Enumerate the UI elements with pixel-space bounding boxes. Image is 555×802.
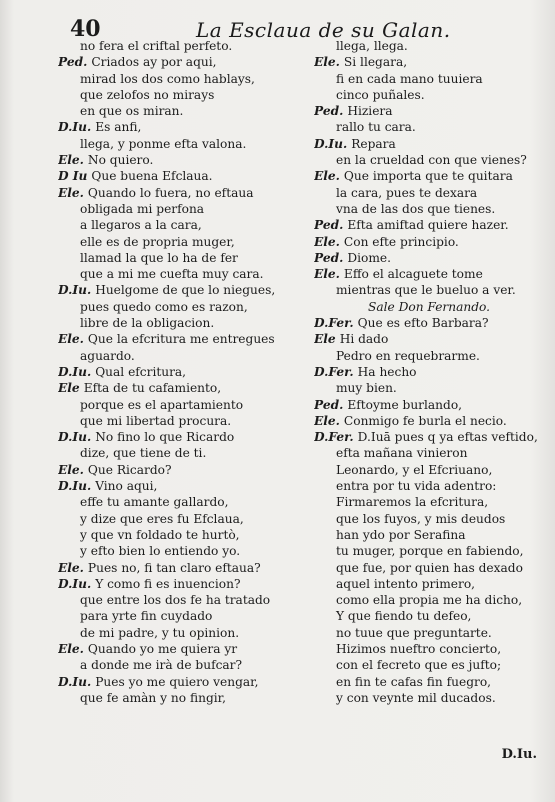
verse-line: [58, 168, 313, 184]
verse-text: rallo tu cara.: [336, 120, 416, 135]
running-title: La Esclaua de su Galan.: [196, 18, 451, 42]
verse-line: [58, 674, 313, 690]
verse-text: cinco puñales.: [336, 87, 425, 102]
verse-line: [58, 657, 313, 673]
verse-line: [314, 168, 544, 184]
verse-text: Que Ricardo?: [87, 462, 172, 477]
verse-line: [314, 71, 544, 87]
verse-text: a llegaros a la cara,: [80, 218, 202, 233]
page-number: 40: [70, 16, 101, 42]
speaker-label: Ped.: [314, 250, 344, 265]
speaker-label: Ele: [314, 332, 336, 347]
verse-line: [314, 560, 544, 576]
verse-text: Y que fiendo tu defeo,: [336, 609, 472, 624]
verse-line: [58, 136, 313, 152]
verse-text: que entre los dos fe ha tratado: [80, 593, 271, 608]
verse-line: [314, 576, 544, 592]
speaker-label: Ele.: [58, 153, 84, 168]
verse-line: [58, 445, 313, 461]
verse-text: Efta de tu cafamiento,: [83, 381, 222, 396]
verse-text: Firmaremos la efcritura,: [336, 495, 489, 510]
verse-text: Qual efcritura,: [95, 364, 187, 379]
verse-text: Leonardo, y el Efcriuano,: [336, 462, 493, 477]
speaker-label: Ele.: [58, 185, 84, 200]
verse-text: Hi dado: [339, 332, 389, 347]
verse-text: dize, que tiene de ti.: [80, 446, 207, 461]
verse-line: [314, 478, 544, 494]
verse-line: [314, 54, 544, 70]
speaker-label: D.Iu.: [58, 576, 92, 591]
verse-line: [58, 690, 313, 706]
verse-text: en fin te cafas fin fuegro,: [336, 674, 492, 689]
verse-text: elle es de propria muger,: [80, 234, 235, 249]
speaker-label: Ele.: [314, 234, 340, 249]
verse-text: a donde me irà de bufcar?: [80, 658, 243, 673]
verse-text: Pues yo me quiero vengar,: [95, 674, 259, 689]
left-text-column: [58, 38, 313, 706]
verse-line: [314, 250, 544, 266]
verse-line: [314, 592, 544, 608]
verse-line: [58, 119, 313, 135]
verse-line: [58, 494, 313, 510]
verse-text: como ella propia me ha dicho,: [336, 593, 523, 608]
verse-text: en que os miran.: [80, 104, 184, 119]
verse-line: [58, 201, 313, 217]
verse-line: [58, 87, 313, 103]
verse-text: entra por tu vida adentro:: [336, 479, 497, 494]
verse-line: [58, 38, 313, 54]
verse-text: que fe amàn y no fingir,: [80, 690, 227, 705]
verse-text: Quando lo fuera, no eftaua: [87, 185, 254, 200]
verse-text: Pedro en requebrarme.: [336, 348, 480, 363]
speaker-label: Ele.: [58, 462, 84, 477]
speaker-label: Ped.: [314, 104, 344, 119]
verse-text: D.Iuā pues q ya eftas veftido,: [357, 430, 538, 445]
verse-text: y efto bien lo entiendo yo.: [80, 544, 241, 559]
verse-line: [58, 234, 313, 250]
verse-text: que a mi me cuefta muy cara.: [80, 267, 264, 282]
verse-line: [314, 608, 544, 624]
speaker-label: Ele.: [314, 55, 340, 70]
speaker-label: Ele.: [314, 267, 340, 282]
verse-line: [58, 397, 313, 413]
verse-text: Efta amiftad quiere hazer.: [347, 218, 509, 233]
verse-line: [58, 625, 313, 641]
verse-text: No quiero.: [87, 153, 154, 168]
verse-line: [314, 299, 544, 315]
verse-text: Eftoyme burlando,: [347, 397, 463, 412]
verse-line: [314, 282, 544, 298]
verse-line: [314, 38, 544, 54]
verse-line: [58, 71, 313, 87]
verse-text: la cara, pues te dexara: [336, 185, 478, 200]
verse-text: vna de las dos que tienes.: [336, 201, 496, 216]
verse-line: [314, 690, 544, 706]
verse-text: que mi libertad procura.: [80, 413, 232, 428]
verse-line: [314, 234, 544, 250]
verse-line: [58, 266, 313, 282]
verse-line: [58, 462, 313, 478]
verse-line: [314, 348, 544, 364]
speaker-label: D.Iu.: [58, 479, 92, 494]
verse-line: [58, 608, 313, 624]
catchword: D.Iu.: [501, 747, 537, 762]
verse-text: que zelofos no mirays: [80, 87, 215, 102]
verse-text: libre de la obligacion.: [80, 316, 215, 331]
verse-line: [314, 315, 544, 331]
verse-line: [58, 511, 313, 527]
verse-text: obligada mi perfona: [80, 201, 205, 216]
verse-text: Que es efto Barbara?: [357, 316, 489, 331]
verse-line: [314, 152, 544, 168]
verse-line: [314, 380, 544, 396]
verse-text: llega, llega.: [336, 39, 408, 53]
verse-text: effe tu amante gallardo,: [80, 495, 229, 510]
verse-text: No fino lo que Ricardo: [95, 430, 235, 445]
verse-text: porque es el apartamiento: [80, 397, 244, 412]
verse-text: llamad la que lo ha de fer: [80, 250, 238, 265]
verse-line: [58, 54, 313, 70]
verse-text: Diome.: [347, 250, 392, 265]
verse-line: [314, 543, 544, 559]
speaker-label: D.Fer.: [314, 316, 354, 331]
verse-text: Sale Don Fernando.: [367, 299, 491, 314]
verse-text: Pues no, fi tan claro eftaua?: [87, 560, 261, 575]
verse-text: y dize que eres fu Efclaua,: [80, 511, 244, 526]
verse-line: [314, 331, 544, 347]
verse-text: que fue, por quien has dexado: [336, 560, 523, 575]
verse-text: Que importa que te quitara: [343, 169, 513, 184]
verse-line: [58, 103, 313, 119]
speaker-label: Ped.: [314, 397, 344, 412]
verse-text: Que la efcritura me entregues: [87, 332, 275, 347]
speaker-label: Ele.: [58, 560, 84, 575]
verse-text: y con veynte mil ducados.: [336, 690, 496, 705]
verse-text: en la crueldad con que vienes?: [336, 153, 527, 168]
verse-text: no tuue que preguntarte.: [336, 625, 492, 640]
verse-line: [314, 462, 544, 478]
speaker-label: D.Iu.: [58, 430, 92, 445]
verse-text: Ha hecho: [357, 364, 417, 379]
verse-text: Hiziera: [347, 104, 393, 119]
verse-line: [314, 185, 544, 201]
verse-line: [314, 625, 544, 641]
verse-text: de mi padre, y tu opinion.: [80, 625, 240, 640]
verse-line: [58, 543, 313, 559]
verse-line: [58, 364, 313, 380]
verse-text: Criados ay por aqui,: [91, 55, 217, 70]
verse-line: [58, 478, 313, 494]
verse-line: [58, 429, 313, 445]
verse-line: [58, 380, 313, 396]
verse-text: Quando yo me quiera yr: [87, 641, 238, 656]
verse-text: Que buena Efclaua.: [91, 169, 213, 184]
verse-text: Con efte principio.: [343, 234, 459, 249]
speaker-label: D.Iu.: [58, 283, 92, 298]
verse-text: llega, y ponme efta valona.: [80, 136, 247, 151]
speaker-label: D Iu: [58, 169, 88, 184]
speaker-label: D.Iu.: [58, 120, 92, 135]
verse-line: [58, 185, 313, 201]
verse-line: [58, 560, 313, 576]
verse-text: efta mañana vinieron: [336, 446, 468, 461]
verse-text: Huelgome de que lo niegues,: [95, 283, 276, 298]
verse-line: [314, 674, 544, 690]
verse-text: con el fecreto que es jufto;: [336, 658, 502, 673]
speaker-label: D.Iu.: [314, 136, 348, 151]
verse-line: [314, 641, 544, 657]
verse-line: [314, 103, 544, 119]
verse-text: mientras que le bueluo a ver.: [336, 283, 516, 298]
verse-text: muy bien.: [336, 381, 397, 396]
speaker-label: D.Fer.: [314, 364, 354, 379]
verse-line: [314, 413, 544, 429]
verse-text: pues quedo como es razon,: [80, 299, 248, 314]
verse-text: Y como fi es inuencion?: [95, 576, 241, 591]
verse-line: [314, 397, 544, 413]
verse-text: Repara: [351, 136, 396, 151]
verse-line: [314, 136, 544, 152]
verse-text: Si llegara,: [343, 55, 408, 70]
verse-text: que los fuyos, y mis deudos: [336, 511, 506, 526]
speaker-label: D.Iu.: [58, 364, 92, 379]
verse-line: [314, 87, 544, 103]
verse-text: Hizimos nueftro concierto,: [336, 641, 502, 656]
verse-line: [58, 576, 313, 592]
verse-text: no fera el criftal perfeto.: [80, 39, 233, 53]
verse-line: [58, 641, 313, 657]
speaker-label: Ele.: [58, 641, 84, 656]
speaker-label: Ped.: [58, 55, 88, 70]
verse-line: [314, 201, 544, 217]
verse-text: para yrte fin cuydado: [80, 609, 213, 624]
right-text-column: [314, 38, 544, 706]
verse-line: [314, 119, 544, 135]
verse-line: [58, 282, 313, 298]
verse-line: [58, 413, 313, 429]
verse-line: [314, 657, 544, 673]
verse-line: [314, 429, 544, 445]
verse-line: [58, 527, 313, 543]
verse-line: [314, 364, 544, 380]
speaker-label: Ele.: [314, 169, 340, 184]
verse-line: [58, 592, 313, 608]
verse-text: y que vn foldado te hurtò,: [80, 527, 240, 542]
verse-line: [58, 217, 313, 233]
verse-line: [58, 331, 313, 347]
verse-line: [58, 315, 313, 331]
verse-line: [314, 494, 544, 510]
verse-text: han ydo por Serafina: [336, 527, 466, 542]
verse-line: [314, 445, 544, 461]
verse-text: tu muger, porque en fabiendo,: [336, 544, 524, 559]
speaker-label: D.Fer.: [314, 430, 354, 445]
verse-text: Effo el alcaguete tome: [343, 267, 483, 282]
verse-text: aquel intento primero,: [336, 576, 476, 591]
speaker-label: Ele: [58, 381, 80, 396]
verse-line: [314, 527, 544, 543]
speaker-label: Ele.: [314, 413, 340, 428]
verse-text: Conmigo fe burla el necio.: [343, 413, 507, 428]
speaker-label: Ele.: [58, 332, 84, 347]
verse-line: [58, 250, 313, 266]
verse-text: mirad los dos como hablays,: [80, 71, 255, 86]
verse-line: [58, 299, 313, 315]
verse-line: [58, 348, 313, 364]
verse-line: [314, 217, 544, 233]
verse-text: Es anfi,: [95, 120, 142, 135]
verse-line: [314, 511, 544, 527]
speaker-label: D.Iu.: [58, 674, 92, 689]
verse-text: fi en cada mano tuuiera: [336, 71, 483, 86]
verse-text: Vino aqui,: [95, 479, 158, 494]
speaker-label: Ped.: [314, 218, 344, 233]
verse-line: [314, 266, 544, 282]
verse-text: aguardo.: [80, 348, 135, 363]
verse-line: [58, 152, 313, 168]
